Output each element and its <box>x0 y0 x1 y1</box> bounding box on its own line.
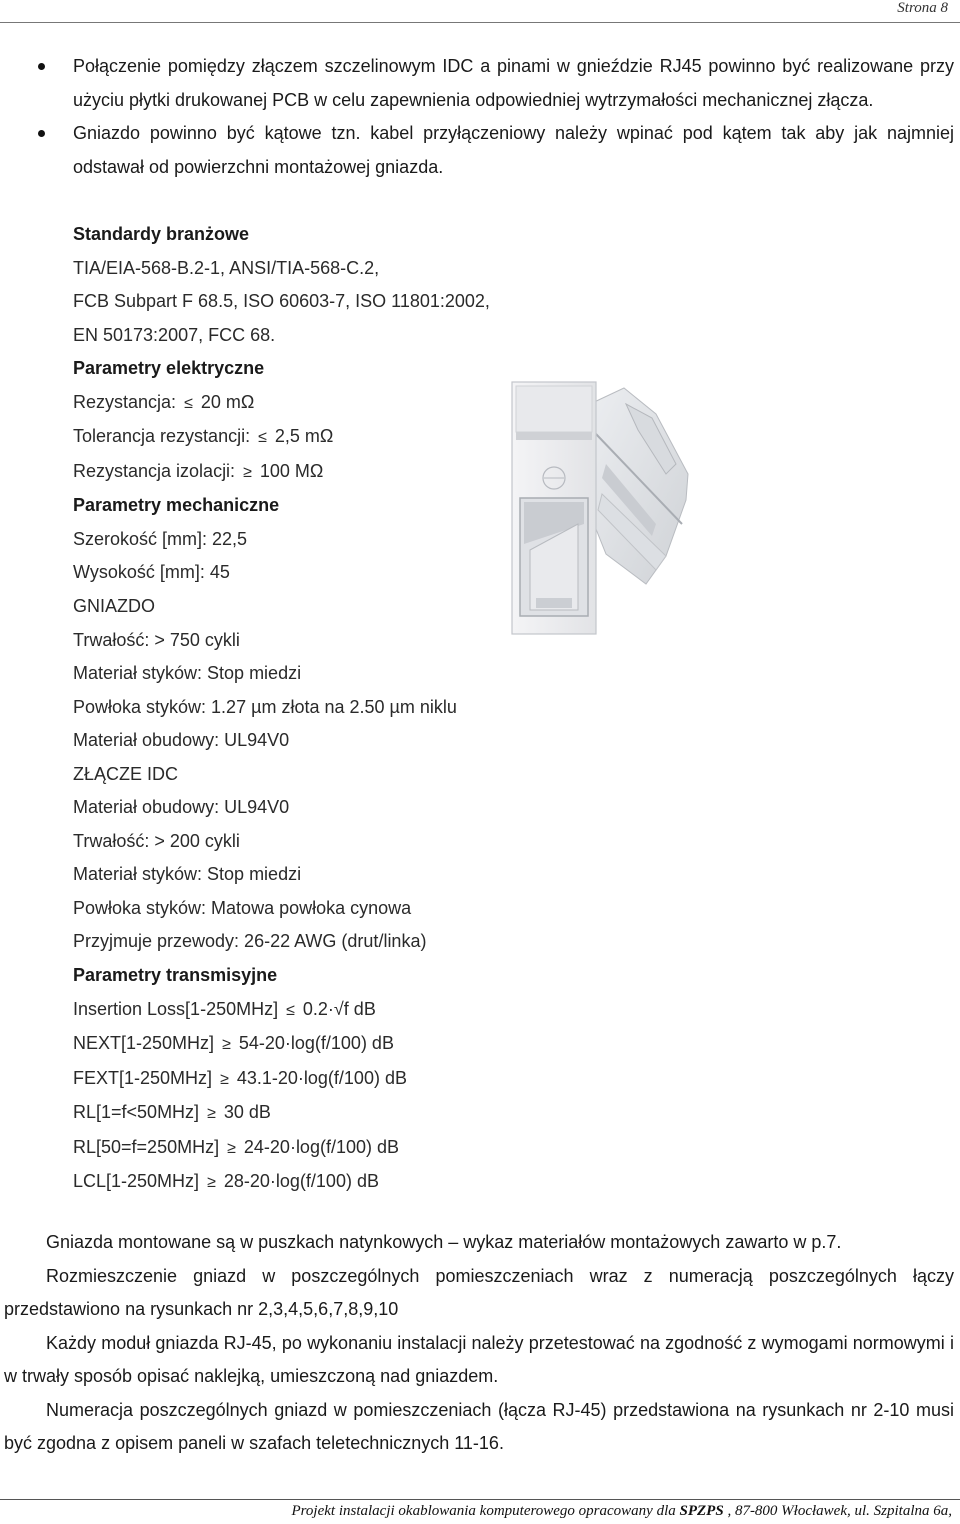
requirements-list <box>0 50 960 184</box>
standards-line: TIA/EIA-568-B.2-1, ANSI/TIA-568-C.2, <box>73 257 380 278</box>
socket-heading: GNIAZDO <box>73 596 156 617</box>
idc-housing-material: Materiał obudowy: UL94V0 <box>73 797 290 818</box>
electrical-params-heading: Parametry elektryczne <box>73 358 265 379</box>
less-equal-icon: ≤ <box>286 1001 295 1019</box>
fext-spec: FEXT[1-250MHz] ≥ 43.1-20·log(f/100) dB <box>73 1062 553 1097</box>
header-divider <box>0 22 960 23</box>
rj45-socket-image <box>506 374 696 636</box>
page-footer: Projekt instalacji okablowania komputerowego opracowany dla SPZPS , 87-800 Włocławek, ul. Szpitalna 6a, <box>291 1503 952 1519</box>
rl-low-spec: RL[1=f<50MHz] ≥ 30 dB <box>73 1096 553 1131</box>
less-equal-icon: ≤ <box>258 429 267 447</box>
height-spec: Wysokość [mm]: 45 <box>73 562 230 583</box>
greater-equal-icon: ≥ <box>220 1070 229 1088</box>
footer-divider <box>0 1499 960 1500</box>
socket-housing-material: Materiał obudowy: UL94V0 <box>73 730 290 751</box>
paragraph: Każdy moduł gniazda RJ-45, po wykonaniu instalacji należy przetestować na zgodność z wymogami normowymi i w trwały sposób opisać naklejką, umieszczoną nad gniazdem. <box>4 1332 954 1386</box>
footer-org: SPZPS <box>679 1503 724 1519</box>
list-item <box>0 50 960 117</box>
greater-equal-icon: ≥ <box>222 1036 231 1054</box>
less-equal-icon: ≤ <box>184 394 193 412</box>
idc-heading: ZŁĄCZE IDC <box>73 763 179 784</box>
paragraph: Numeracja poszczególnych gniazd w pomieszczeniach (łącza RJ-45) przedstawiona na rysunkach nr 2-10 musi być zgodna z opisem paneli w szafach teletechnicznych 11-16. <box>4 1399 954 1453</box>
insulation-spec: Rezystancja izolacji: ≥ 100 MΩ <box>73 455 553 490</box>
paragraph: Rozmieszczenie gniazd w poszczególnych pomieszczeniach wraz z numeracją poszczególnych łączy przedstawiono na rysunkach nr 2,3,4,5,6,7,8,9,10 <box>4 1265 954 1319</box>
standards-line: FCB Subpart F 68.5, ISO 60603-7, ISO 11801:2002, <box>73 291 490 312</box>
greater-equal-icon: ≥ <box>227 1139 236 1157</box>
paragraph: Gniazda montowane są w puszkach natynkowych – wykaz materiałów montażowych zawarto w p.7. <box>46 1232 842 1252</box>
tolerance-spec: Tolerancja rezystancji: ≤ 2,5 mΩ <box>73 420 553 455</box>
idc-contact-coating: Powłoka styków: Matowa powłoka cynowa <box>73 897 412 918</box>
standards-line: EN 50173:2007, FCC 68. <box>73 324 276 345</box>
list-item-text: Połączenie pomiędzy złączem szczelinowym IDC a pinami w gnieździe RJ45 powinno być realizowane przy użyciu płytki drukowanej PCB w celu zapewnienia odpowiedniej wytrzymałości mechanicznej złącza. <box>73 56 954 110</box>
idc-contact-material: Materiał styków: Stop miedzi <box>73 864 302 885</box>
width-spec: Szerokość [mm]: 22,5 <box>73 528 248 549</box>
next-spec: NEXT[1-250MHz] ≥ 54-20·log(f/100) dB <box>73 1027 553 1062</box>
list-item <box>0 117 960 184</box>
mechanical-params-heading: Parametry mechaniczne <box>73 495 280 516</box>
list-item-text: Gniazdo powinno być kątowe tzn. kabel przyłączeniowy należy wpinać pod kątem tak aby jak najmniej odstawał od powierzchni montażowej gniazda. <box>73 123 954 177</box>
bullet-icon <box>38 130 45 137</box>
insertion-loss-spec: Insertion Loss[1-250MHz] ≤ 0.2·√f dB <box>73 993 553 1028</box>
transmission-params-heading: Parametry transmisyjne <box>73 965 278 986</box>
lcl-spec: LCL[1-250MHz] ≥ 28-20·log(f/100) dB <box>73 1165 553 1200</box>
industry-standards-heading: Standardy branżowe <box>73 224 250 244</box>
greater-equal-icon: ≥ <box>207 1174 216 1192</box>
greater-equal-icon: ≥ <box>243 463 252 481</box>
specification-block <box>73 218 553 1200</box>
idc-wires: Przyjmuje przewody: 26-22 AWG (drut/linka) <box>73 931 427 952</box>
rl-high-spec: RL[50=f=250MHz] ≥ 24-20·log(f/100) dB <box>73 1131 553 1166</box>
page-number: Strona 8 <box>897 0 948 16</box>
idc-durability: Trwałość: > 200 cykli <box>73 830 240 851</box>
greater-equal-icon: ≥ <box>207 1105 216 1123</box>
resistance-spec: Rezystancja: ≤ 20 mΩ <box>73 386 553 421</box>
socket-durability: Trwałość: > 750 cykli <box>73 629 240 650</box>
socket-contact-coating: Powłoka styków: 1.27 µm złota na 2.50 µm niklu <box>73 696 457 717</box>
closing-paragraphs <box>4 1226 954 1461</box>
bullet-icon <box>38 63 45 70</box>
socket-contact-material: Materiał styków: Stop miedzi <box>73 663 302 684</box>
